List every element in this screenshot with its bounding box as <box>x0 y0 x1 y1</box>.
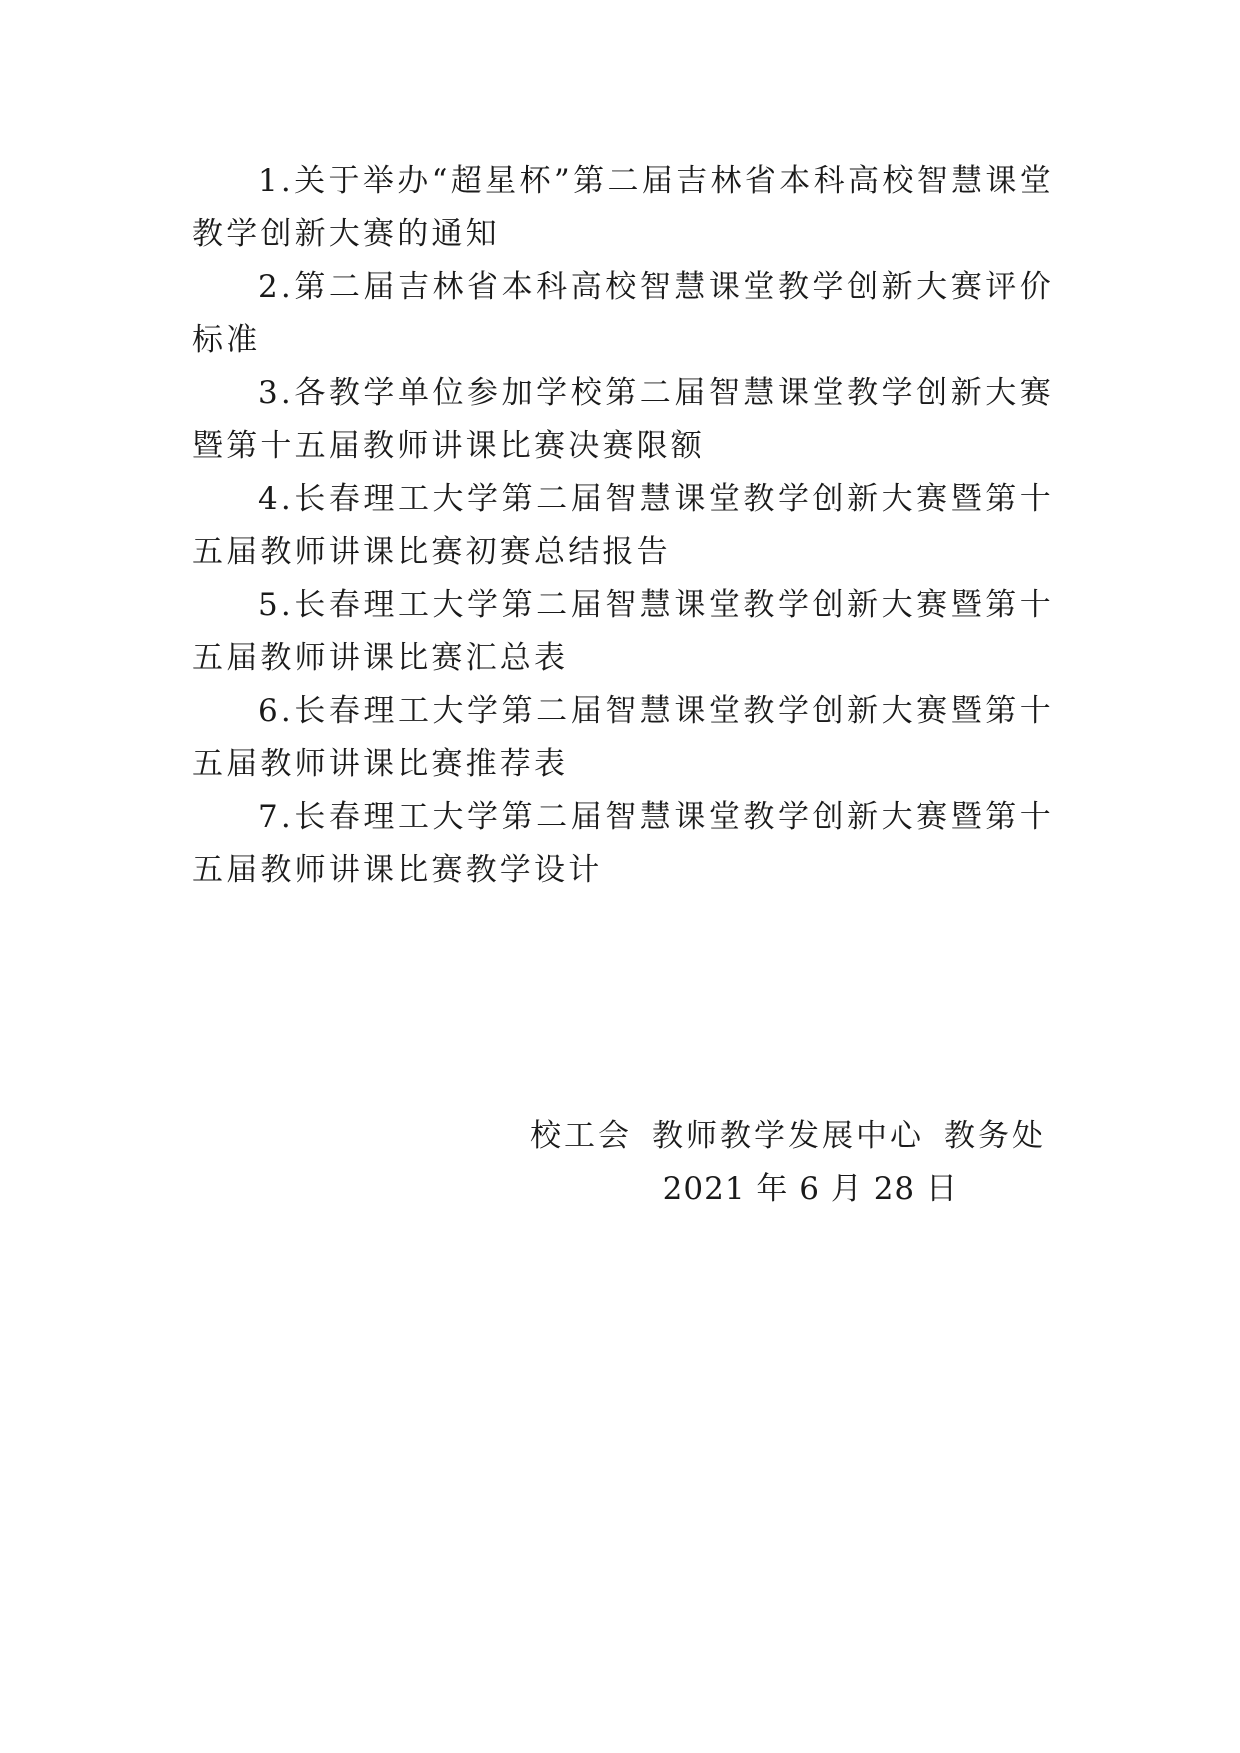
issue-date: 2021 年 6 月 28 日 <box>662 1171 958 1207</box>
issuer-teaching-center: 教师教学发展中心 <box>652 1118 924 1154</box>
issuer-academic-affairs: 教务处 <box>944 1118 1046 1154</box>
attachment-item-4: 4.长春理工大学第二届智慧课堂教学创新大赛暨第十五届教师讲课比赛初赛总结报告 <box>192 481 1054 570</box>
issuer-union: 校工会 <box>530 1118 632 1154</box>
attachment-item-6: 6.长春理工大学第二届智慧课堂教学创新大赛暨第十五届教师讲课比赛推荐表 <box>192 693 1054 782</box>
attachment-list <box>192 155 1054 897</box>
attachment-item-3: 3.各教学单位参加学校第二届智慧课堂教学创新大赛暨第十五届教师讲课比赛决赛限额 <box>192 375 1054 464</box>
attachment-item-2: 2.第二届吉林省本科高校智慧课堂教学创新大赛评价标准 <box>192 269 1054 358</box>
attachment-item-7: 7.长春理工大学第二届智慧课堂教学创新大赛暨第十五届教师讲课比赛教学设计 <box>192 799 1054 888</box>
signature-block <box>530 1110 1046 1216</box>
attachment-item-5: 5.长春理工大学第二届智慧课堂教学创新大赛暨第十五届教师讲课比赛汇总表 <box>192 587 1054 676</box>
issuing-departments <box>530 1110 1046 1163</box>
attachment-item-1: 1.关于举办“超星杯”第二届吉林省本科高校智慧课堂教学创新大赛的通知 <box>192 163 1054 252</box>
